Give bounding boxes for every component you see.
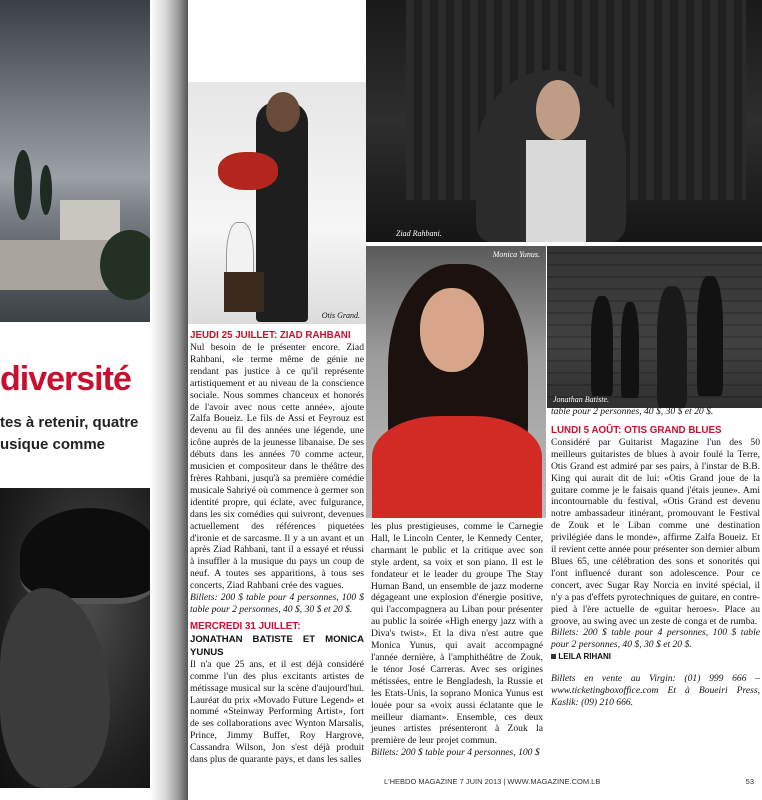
jonathan-batiste-photo [547,246,762,408]
monica-caption: Monica Yunus. [492,250,540,259]
batiste-paragraph-start: Il n'a que 25 ans, et il est déjà considéré comme l'un des plus excitants artistes de métissage musical sur la scène d'aujourd'hui. Lauréat du prix «Movado Future Legend» et nommé «Steinway Performing Artist», fort de ses collaborations avec Wynton Marsalis, Prince, Jimmy Buffet, Roy Hargrove, Cassandra Wilson, Jon s'est déjà produit dans plus de quarante pays, et dans les salles [190,658,364,766]
article-column-1 [190,329,364,766]
batiste-prices-cont: table pour 2 personnes, 40 $, 30 $ et 20 $. [551,406,714,417]
article-column-2 [371,521,543,759]
batiste-heading: MERCREDI 31 JUILLET: [190,620,301,632]
left-heading: diversité [0,360,131,398]
article-column-3 [551,406,760,709]
city-view-photo [0,0,150,322]
batiste-subheading: JONATHAN BATISTE ET MONICA YUNUS [190,633,364,658]
otis-grand-photo [188,82,366,324]
page-gutter [150,0,188,800]
footer-magazine: L'HEBDO MAGAZINE 7 JUIN 2013 | WWW.MAGAZINE.COM.LB [384,777,601,786]
page-number: 53 [745,777,754,786]
jonathan-caption: Jonathan Batiste. [553,395,609,404]
otis-caption: Otis Grand. [321,311,360,320]
left-subheading-line-1: tes à retenir, quatre [0,414,139,431]
author-signature: LEILA RIHANI [558,652,611,662]
otis-paragraph: Considéré par Guitarist Magazine l'un des 50 meilleurs guitaristes de blues à avoir foulé la Terre, Otis Grand est admiré par ses pairs, à l'instar de B.B. King qui aurait dit de lui: «Otis Grand joue de la guitare comme je le faisais quand j'étais jeune». Ami incontournable du festival, «Otis Grand est devenu notre ambassadeur itinérant, promouvant le Festival de Zouk et le Liban comme une destination privilégiée dans le monde», affirme Zalfa Boueiz. Et il revient cette année pour présenter son dernier album Blues 65, une célébration des sons et sonorités qui l'ont influencé durant son adolescence. Pour ce concert, avec Sugar Ray Norcia en invité spécial, il n'y a pas d'effets pyrotechniques de guitare, en contre-pied à l'ère actuelle de «guitar heroes». Place au groove, au swing avec un zeste de conga et de rumba. [551,436,760,627]
ziad-paragraph: Nul besoin de le présenter encore. Ziad Rahbani, «le terme même de génie ne rendant pas justice à ce qu'il représente artistiquement et au niveau de la conscience sociale. Nous sommes chanceux et honorés de l'avoir avec nous cette année», ajoute Zalfa Boueiz. Le fils de Assi et Feyrouz est devenu au fil des années une légende, une icône auprès de la jeunesse libanaise. De ses débuts dans les années 70 comme acteur, musicien et compositeur dans le théâtre des frères Rahbani, jusqu'à sa première comédie musicale Sahriyé où commence à germer son identité propre, qui éclate, avec fulgurance, dans les six comédies qui suivront, devenues actuellement des références piquetées d'ironie et de sarcasme. Il y a un avant et un après Ziad Rahbani, tant il a essayé et réussi à insuffler à la musique du pays un coup de neuf. A toutes ses apparitions, à tous ses concerts, Ziad Rahbani crée des vagues. [190,342,364,592]
left-page [0,0,150,800]
ziad-caption: Ziad Rahbani. [396,229,442,238]
ziad-heading: JEUDI 25 JUILLET: ZIAD RAHBANI [190,330,351,341]
otis-prices: Billets: 200 $ table pour 4 personnes, 100 $ table pour 2 personnes, 40 $, 30 $ et 20 $. [551,627,760,651]
ticket-info: Billets en vente au Virgin: (01) 999 666 – www.ticketingboxoffice.com Et à Boueiri Press, Kaslik: (09) 210 666. [551,673,760,708]
monica-yunus-photo [366,246,546,518]
hat-man-photo [0,488,150,788]
otis-heading: LUNDI 5 AOÛT: OTIS GRAND BLUES [551,424,722,436]
signature-square-icon [551,654,556,659]
ziad-rahbani-photo [366,0,762,242]
right-page [188,0,762,800]
left-subheading-line-2: usique comme [0,436,106,453]
batiste-paragraph-cont: les plus prestigieuses, comme le Carnegie Hall, le Lincoln Center, le Kennedy Center, charmant le public et la critique avec son style ardent, sa voix et son piano. Il est le fondateur et le leader du groupe The Stay Human Band, un ensemble de jazz moderne dégageant une explosion d'énergie positive, qui l'accompagnera au Liban pour présenter au public la soirée «High energy jazz with a Diva's twist». Et la diva n'est autre que Monica Yunus, qui avait accompagné l'année dernière, à l'amphithéâtre de Zouk, le ténor José Carreras. Avec ses origines métissées, entre le Bengladesh, la Russie et les Etats-Unis, la soprano Monica Yunus est louée pour sa «voix aussi éclatante que le meilleur diamant». Ensemble, ces deux jeunes artistes présenteront à Zouk la première de leur projet commun. [371,521,543,747]
batiste-prices: Billets: 200 $ table pour 4 personnes, 100 $ [371,747,540,759]
ziad-prices: Billets: 200 $ table pour 4 personnes, 100 $ table pour 2 personnes, 40 $, 30 $ et 20 $. [190,592,364,615]
